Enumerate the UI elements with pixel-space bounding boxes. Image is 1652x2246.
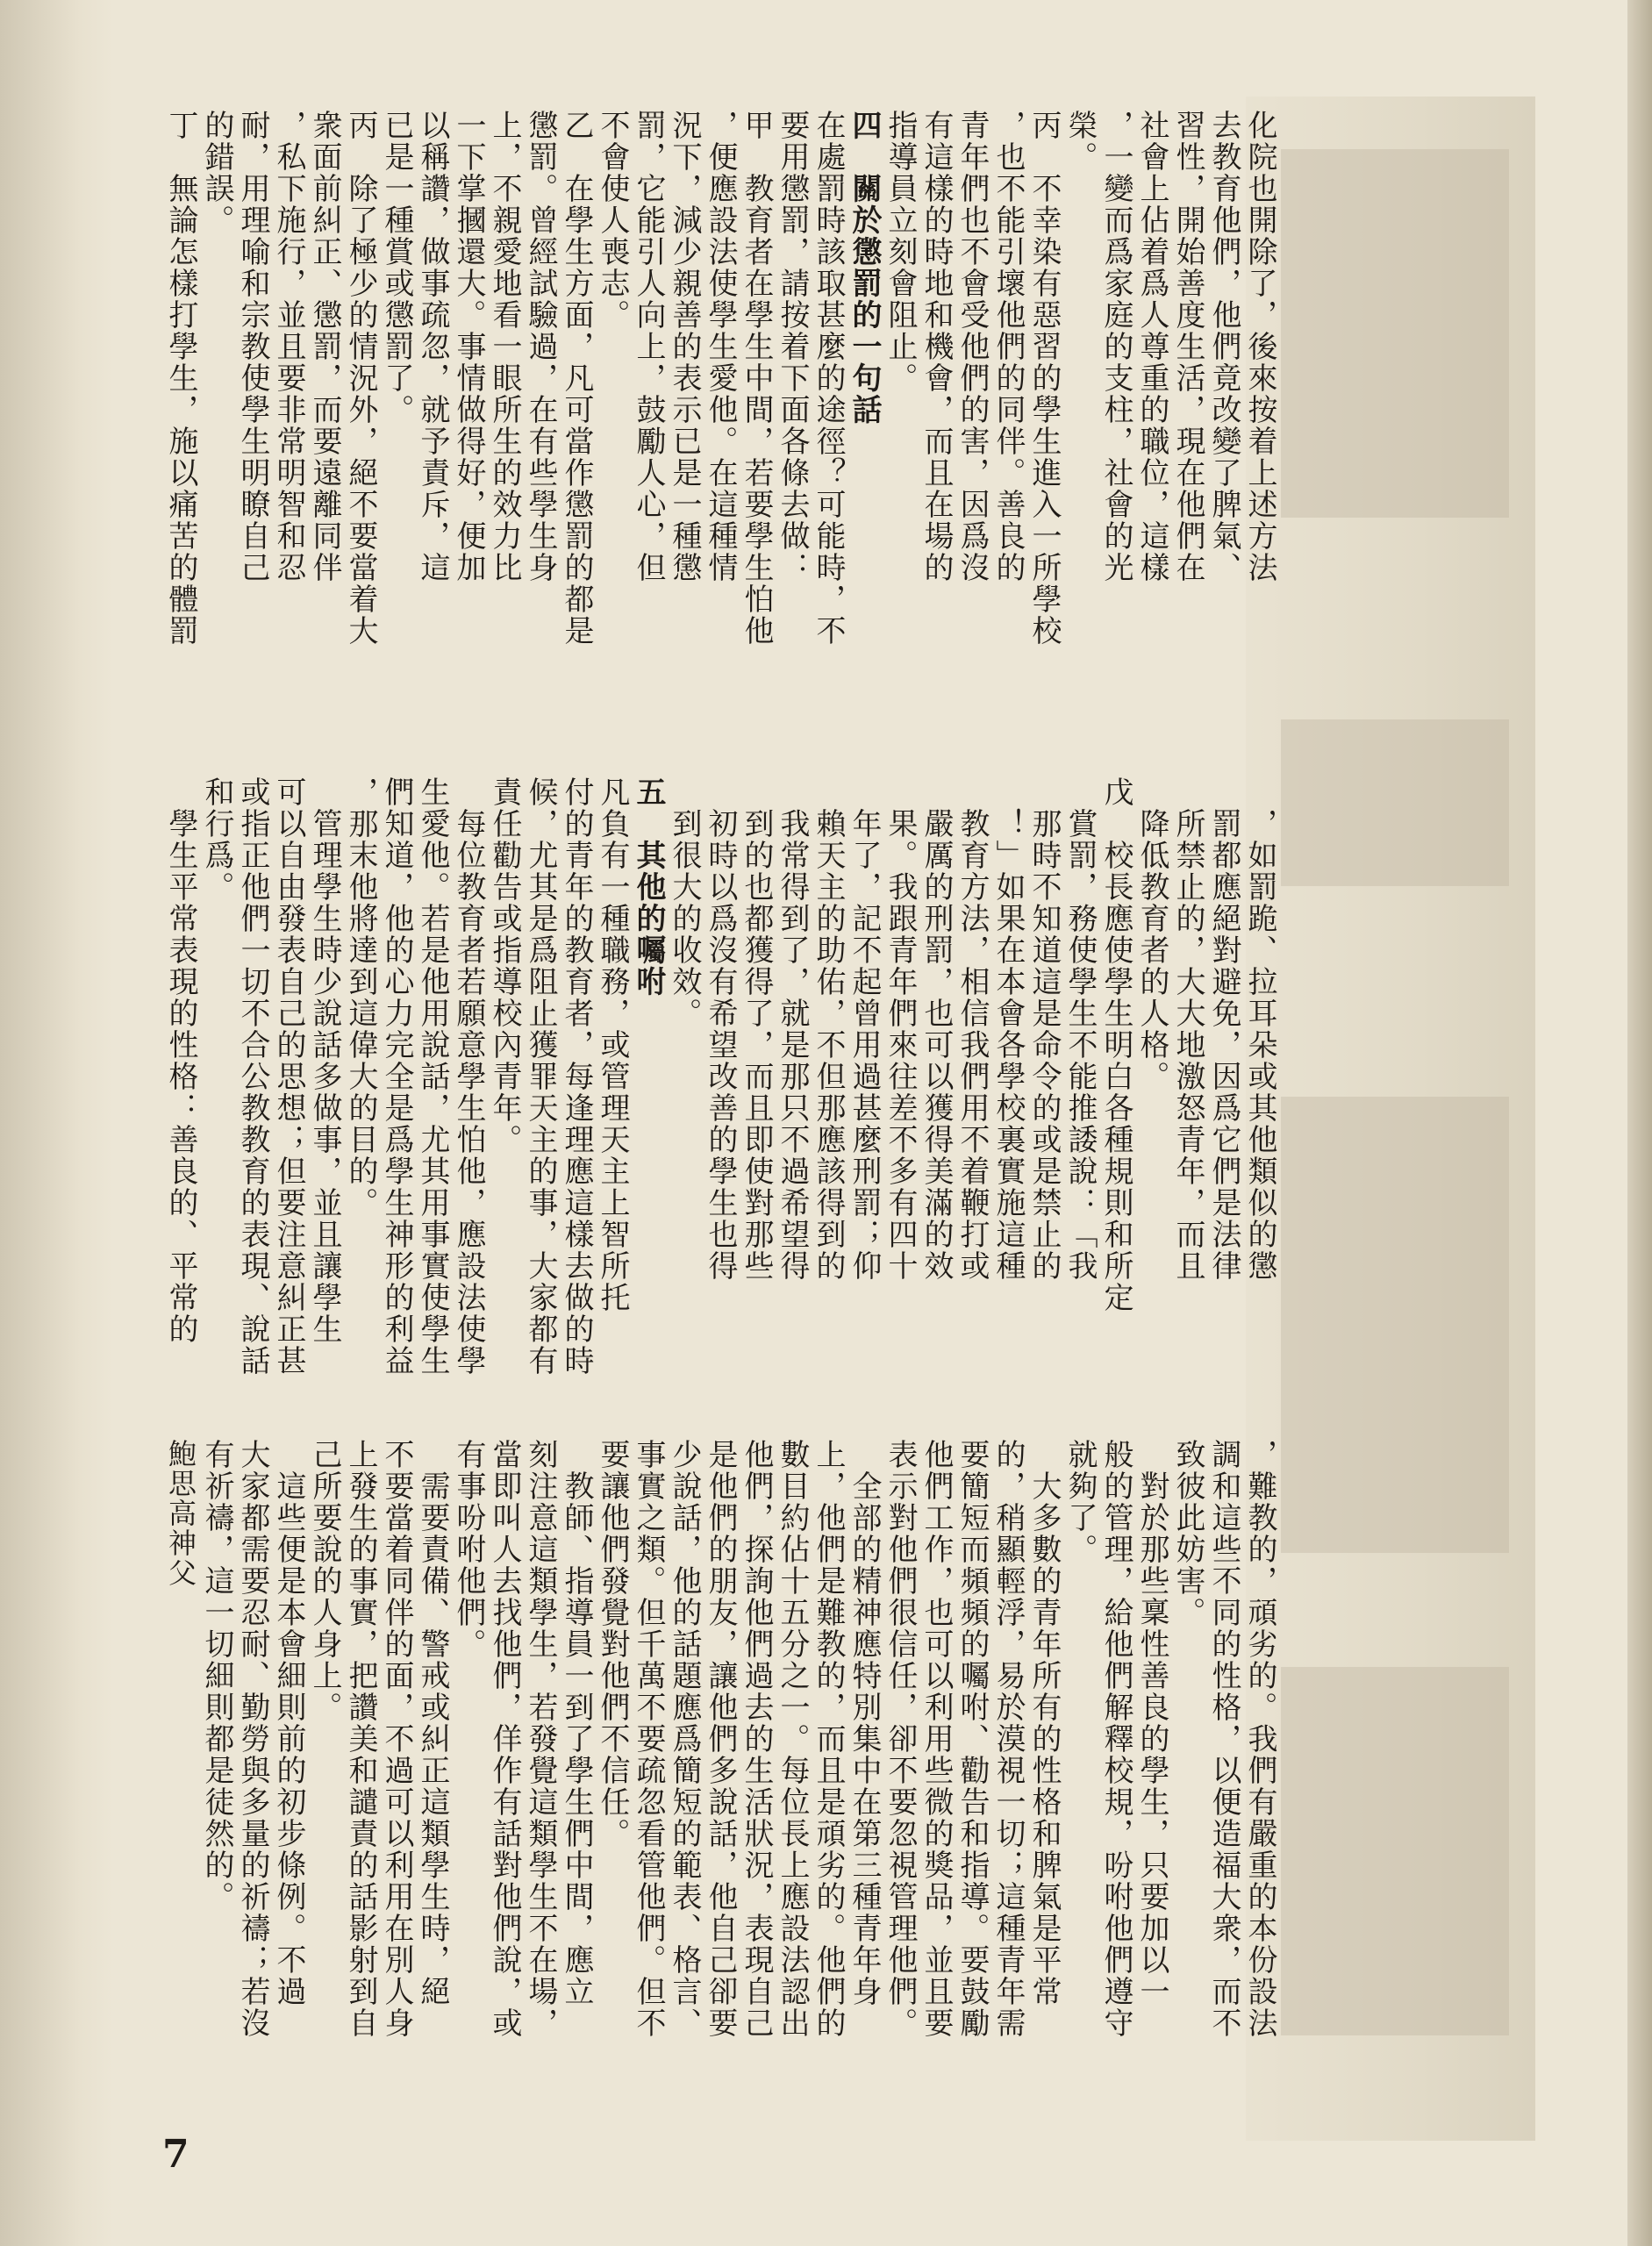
- text-column: 大家都需要忍耐、勤勞與多量的祈禱；若沒: [235, 1439, 270, 2039]
- text-column: 候，尤其是爲阻止獲罪天主的事，大家都有: [523, 776, 558, 1377]
- section-heading: 五 其他的囑咐: [631, 776, 666, 998]
- text-column: 刻注意這類學生，若發覺這類學生不在場，: [523, 1439, 558, 2039]
- text-column: 凡負有一種職務，或管理天主上智所托: [595, 776, 630, 1313]
- text-column: ，那末他將達到這偉大的目的。: [343, 776, 378, 1219]
- text-column: 或指正他們一切不合公教教育的表現、說話: [235, 776, 270, 1377]
- text-column: 所禁止的，大大地激怒青年，而且: [1170, 776, 1205, 1282]
- text-column: 已是一種賞或懲罰了。: [379, 110, 414, 426]
- text-column: 可以自由發表自己的思想；但要注意糾正甚: [271, 776, 306, 1377]
- text-column: 數目約佔十五分之一。每位長上應設法認出: [775, 1439, 810, 2039]
- text-column: 果。我跟青年們來往差不多有四十: [883, 776, 918, 1282]
- text-column: ，一變而爲家庭的支柱，社會的光: [1098, 110, 1134, 583]
- text-column: 就夠了。: [1062, 1439, 1098, 1565]
- text-column: 衆面前糾正、懲罰，而要遠離同伴: [307, 110, 342, 583]
- text-column: 上，他們是難教的，而且是頑劣的。他們的: [811, 1439, 846, 2039]
- text-column: 事實之類。但千萬不要疏忽看管他們。但不: [631, 1439, 666, 2039]
- text-column: 調和這些不同的性格，以便造福大衆，而不: [1206, 1439, 1241, 2039]
- text-column: 教育方法，相信我們用不着鞭打或: [955, 776, 990, 1282]
- text-column: 表示對他們很信任，卻不要忽視管理他們。: [883, 1439, 918, 2039]
- text-column: 己所要說的人身上。: [307, 1439, 342, 1723]
- bleed-through-band: [1281, 1667, 1509, 2035]
- text-column: 我常得到了，就是那只不過希望得: [775, 776, 810, 1282]
- text-column: 降低教育者的人格。: [1134, 776, 1169, 1092]
- text-column: 青年們也不會受他們的害，因爲沒: [955, 110, 990, 583]
- text-column: 他們，探詢他們過去的生活狀況，表現自己: [739, 1439, 774, 2039]
- page-number: 7: [162, 2132, 190, 2177]
- text-column: 們知道，他的心力完全是爲學生神形的利益: [379, 776, 414, 1377]
- text-column: 指導員立刻會阻止。: [883, 110, 918, 394]
- text-column: ，私下施行，並且要非常明智和忍: [271, 110, 306, 583]
- text-column: 賴天主的助佑，不但那應該得到的: [811, 776, 846, 1282]
- text-column: 有這樣的時地和機會，而且在場的: [919, 110, 954, 583]
- text-column: 賞罰，務使學生不能推諉說：「我: [1062, 776, 1098, 1282]
- text-column: 不會使人喪志。: [595, 110, 630, 331]
- text-column: 管理學生時少說話多做事，並且讓學生: [307, 776, 342, 1345]
- text-column: 要用懲罰，請按着下面各條去做：: [775, 110, 810, 583]
- text-column: 耐，用理喻和宗教使學生明瞭自己: [235, 110, 270, 583]
- text-column: ！」如果在本會各學校裏實施這種: [990, 776, 1026, 1282]
- text-column: 致彼此妨害。: [1170, 1439, 1205, 1628]
- text-column: 初時以爲沒有希望改善的學生也得: [703, 776, 738, 1282]
- bleed-through-band: [1281, 149, 1509, 518]
- text-column: 化院也開除了，後來按着上述方法: [1242, 110, 1277, 583]
- text-column: 要簡短而頻頻的囑咐、勸告和指導。要鼓勵: [955, 1439, 990, 2039]
- text-column: 這些便是本會細則前的初步條例。不過: [271, 1439, 306, 2007]
- text-column: 甲 教育者在學生中間，若要學生怕他: [739, 110, 774, 647]
- text-column: 丙 不幸染有惡習的學生進入一所學校: [1026, 110, 1062, 647]
- text-column: 每位教育者若願意學生怕他，應設法使學: [451, 776, 486, 1377]
- text-column: 上，不親愛地看一眼所生的效力比: [487, 110, 522, 583]
- text-column: 上發生的事實，把讚美和譴責的話影射到自: [343, 1439, 378, 2039]
- text-column: 有祈禱，這一切細則都是徒然的。: [199, 1439, 234, 1913]
- text-column: ，難教的，頑劣的。我們有嚴重的本份設法: [1242, 1439, 1277, 2039]
- text-column: 丁 無論怎樣打學生，施以痛苦的體罰: [163, 110, 198, 647]
- bleed-through-band: [1281, 719, 1509, 886]
- text-column: 的錯誤。: [199, 110, 234, 236]
- text-column: 需要責備、警戒或糾正這類學生時，絕: [415, 1439, 450, 2007]
- author-signature: 鮑思高神父: [164, 1439, 197, 1588]
- text-column: 有事吩咐他們。: [451, 1439, 486, 1660]
- text-column: 的，稍顯輕浮，易於漠視一切；這種青年需: [990, 1439, 1026, 2039]
- text-column: 丙 除了極少的情況外，絕不要當着大: [343, 110, 378, 647]
- text-column: 當即叫人去找他們，佯作有話對他們說，或: [487, 1439, 522, 2039]
- text-column: 一下掌摑還大。事情做得好，便加: [451, 110, 486, 583]
- text-column: 罰，它能引人向上，鼓勵人心，但: [631, 110, 666, 583]
- text-column: 戊 校長應使學生明白各種規則和所定: [1098, 776, 1134, 1313]
- text-column: 榮。: [1062, 110, 1098, 173]
- text-column: 到很大的收效。: [667, 776, 702, 1029]
- text-column: 教師、指導員一到了學生們中間，應立: [559, 1439, 594, 2007]
- bleed-through-band: [1281, 1097, 1509, 1553]
- text-column: 對於那些稟性善良的學生，只要加以一: [1134, 1439, 1169, 2007]
- text-column: 少說話，他的話題應爲簡短的範表、格言、: [667, 1439, 702, 2039]
- page-binding-shadow: [0, 0, 114, 2246]
- text-column: 罰都應絕對避免，因爲它們是法律: [1206, 776, 1241, 1282]
- text-column: 學生平常表現的性格：善良的、平常的: [163, 776, 198, 1345]
- text-column: 那時不知道這是命令的或是禁止的: [1026, 776, 1062, 1282]
- page-edge: [1627, 0, 1652, 2246]
- text-column: 社會上佔着爲人尊重的職位，這樣: [1134, 110, 1169, 583]
- text-column: 般的管理，給他們解釋校規，吩咐他們遵守: [1098, 1439, 1134, 2039]
- text-column: 在處罰時該取甚麼的途徑？可能時，不: [811, 110, 846, 647]
- text-column: 況下，減少親善的表示已是一種懲: [667, 110, 702, 583]
- text-column: 習性，開始善度生活，現在他們在: [1170, 110, 1205, 583]
- text-column: 懲罰。曾經試驗過，在有些學生身: [523, 110, 558, 583]
- text-column: ，便應設法使學生愛他。在這種情: [703, 110, 738, 583]
- section-heading: 四 關於懲罰的一句話: [847, 110, 882, 426]
- text-column: 乙 在學生方面，凡可當作懲罰的都是: [559, 110, 594, 647]
- text-column: 付的青年的教育者，每逢理應這樣去做的時: [559, 776, 594, 1377]
- text-column: 嚴厲的刑罰，也可以獲得美滿的效: [919, 776, 954, 1282]
- text-column: 他們工作，也可以利用些微的獎品，並且要: [919, 1439, 954, 2039]
- text-column: 要讓他們發覺對他們不信任。: [595, 1439, 630, 1849]
- text-column: 以稱讚，做事疏忽，就予責斥，這: [415, 110, 450, 583]
- text-column: 和行爲。: [199, 776, 234, 903]
- text-column: 到的也都獲得了，而且即使對那些: [739, 776, 774, 1282]
- text-column: 生愛他。若是他用說話，尤其用事實使學生: [415, 776, 450, 1377]
- text-column: 不要當着同伴的面，不過可以利用在別人身: [379, 1439, 414, 2039]
- text-column: 年了，記不起曾用過甚麼刑罰；仰: [847, 776, 882, 1282]
- text-column: ，也不能引壞他們的同伴。善良的: [990, 110, 1026, 583]
- text-column: 是他們的朋友，讓他們多說話，他自己卻要: [703, 1439, 738, 2039]
- text-column: ，如罰跪、拉耳朵或其他類似的懲: [1242, 776, 1277, 1282]
- text-column: 去教育他們，他們竟改變了脾氣、: [1206, 110, 1241, 583]
- text-column: 責任勸告或指導校內青年。: [487, 776, 522, 1155]
- text-column: 大多數的青年所有的性格和脾氣是平常: [1026, 1439, 1062, 2007]
- text-column: 全部的精神應特別集中在第三種青年身: [847, 1439, 882, 2007]
